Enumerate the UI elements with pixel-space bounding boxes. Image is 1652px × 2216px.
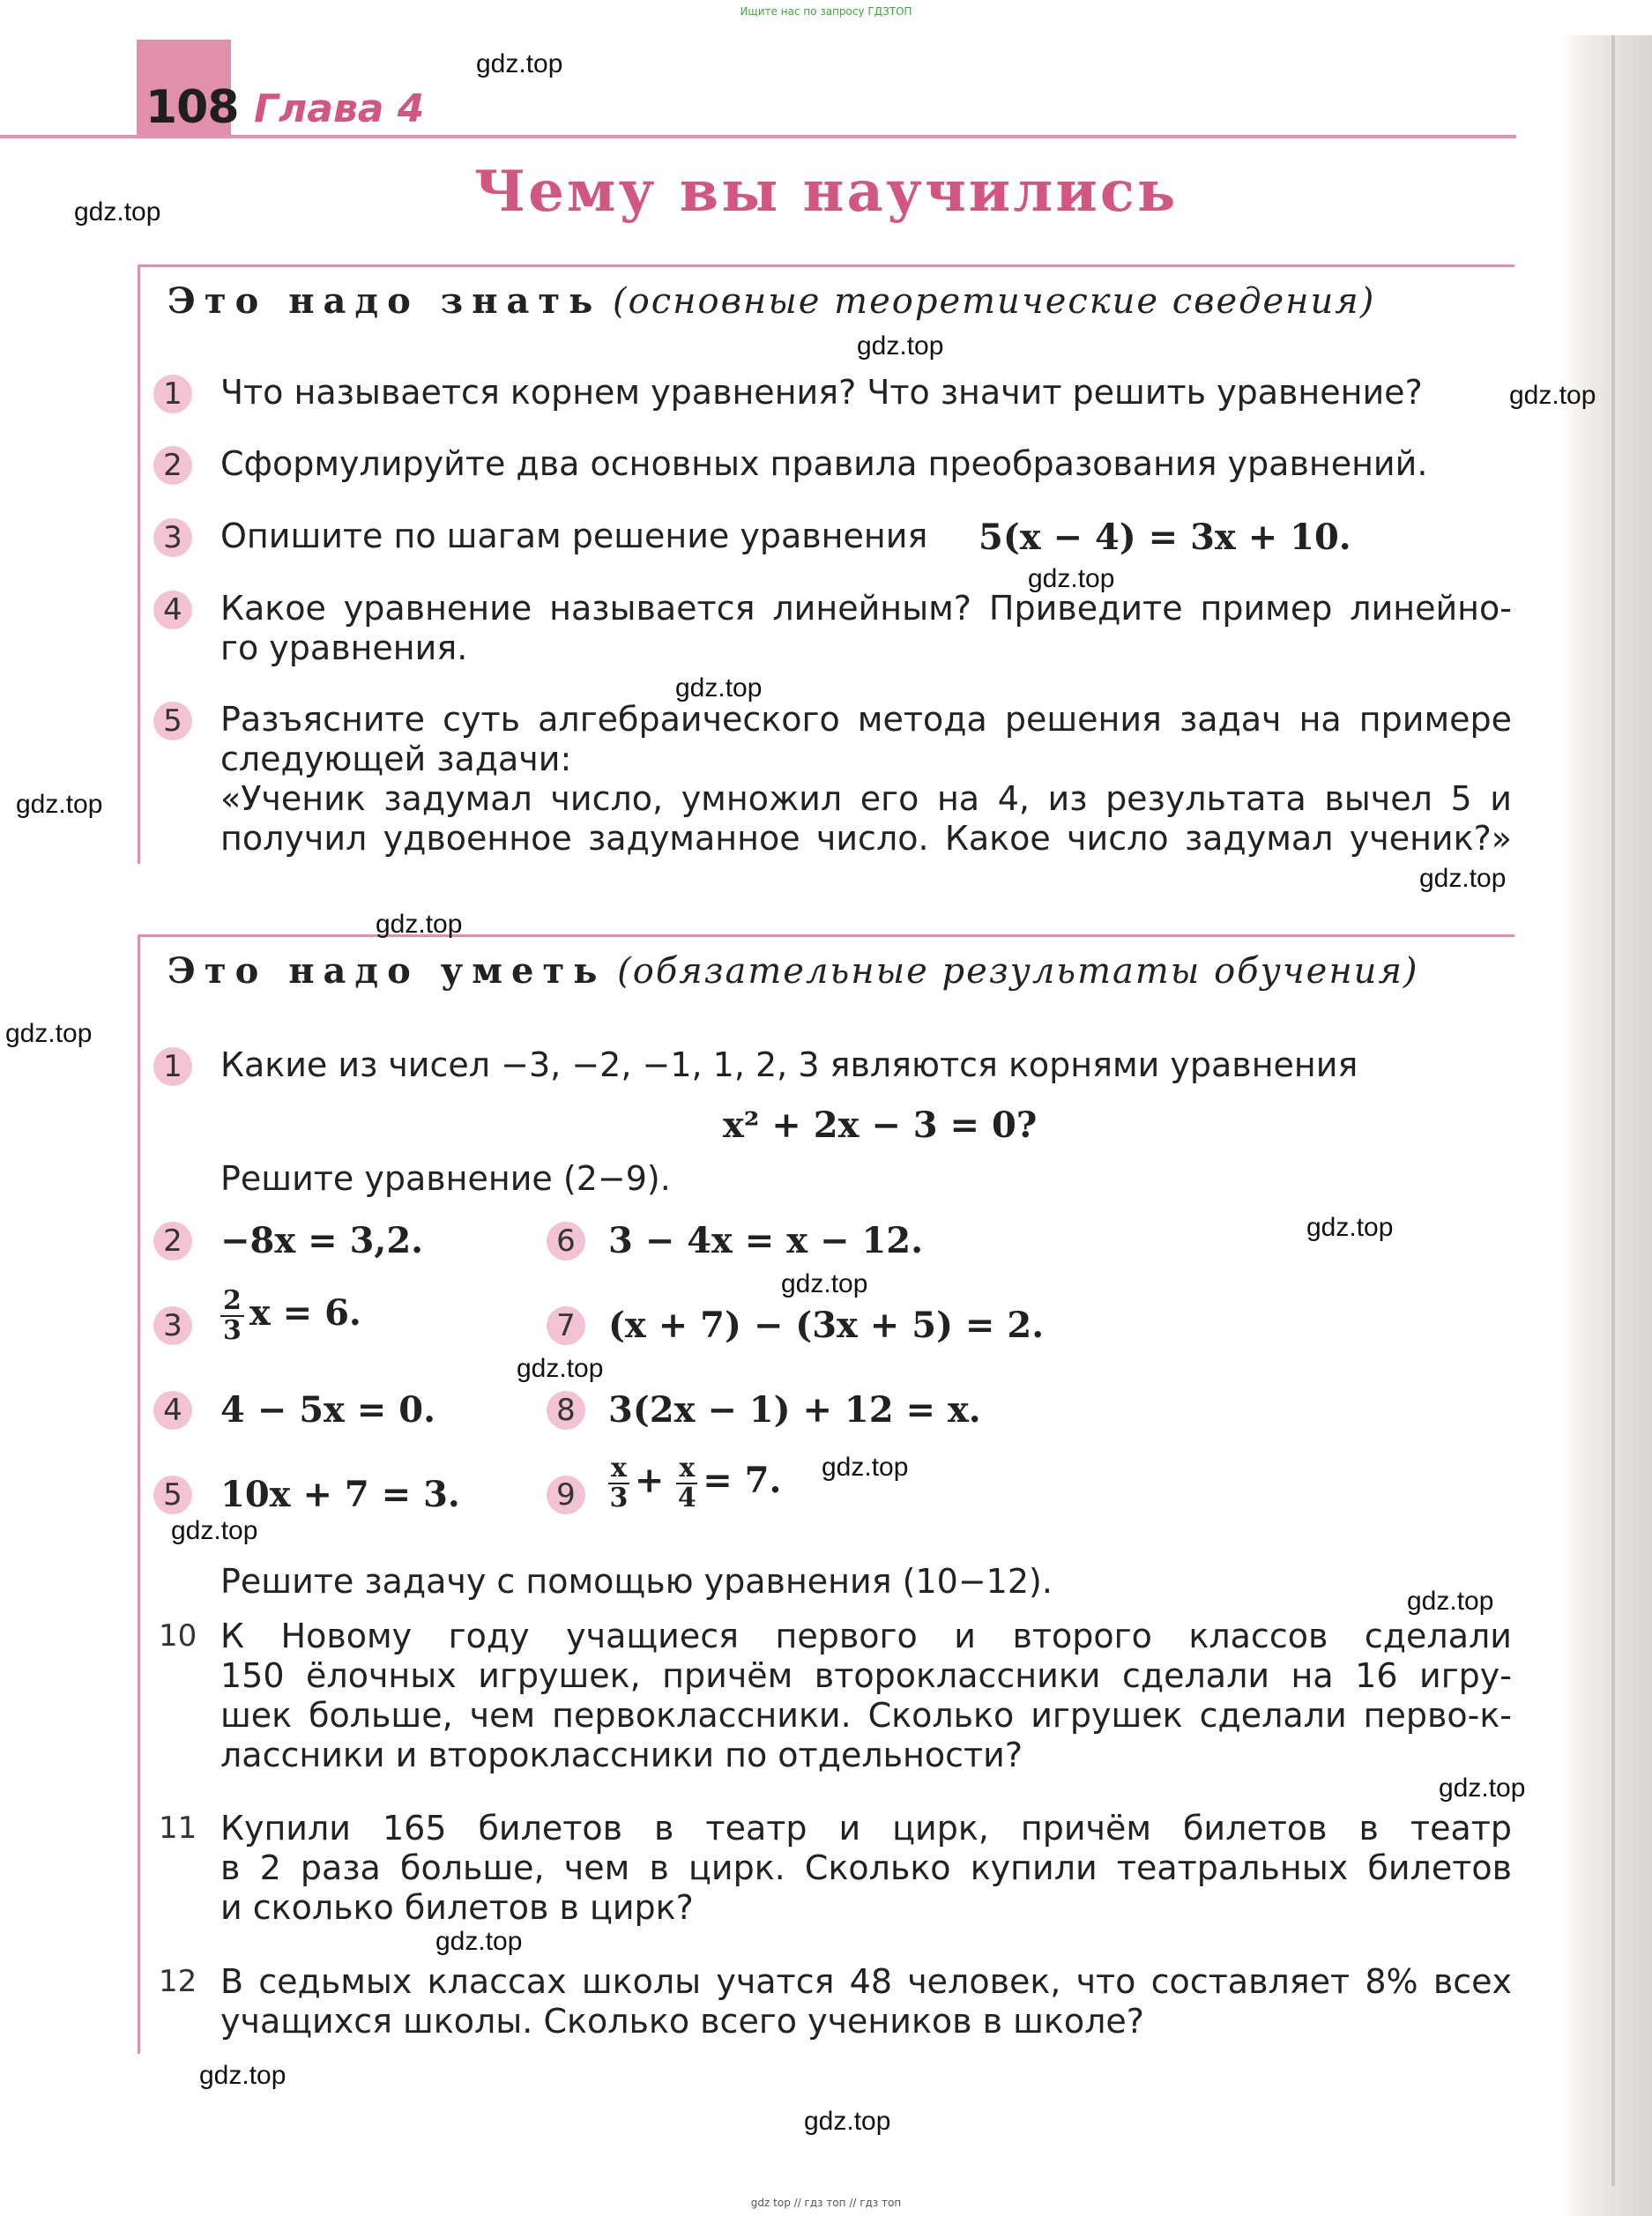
fraction: $\frac{x}{4}$ <box>677 1453 696 1513</box>
page-title: Чему вы научились <box>473 159 1179 225</box>
exercise-text: Какие из чисел −3, −2, −1, 1, 2, 3 являются корнями уравнения <box>220 1045 1358 1084</box>
exercise-number: 9 <box>547 1476 585 1514</box>
question-number: 4 <box>153 591 192 629</box>
exercise-number: 12 <box>159 1964 197 1999</box>
solve-instruction: Решите уравнение (2−9). <box>220 1159 671 1198</box>
equation: 3(2x − 1) + 12 = x. <box>608 1389 981 1431</box>
exercise-number: 4 <box>153 1391 192 1430</box>
watermark: gdz.top <box>1419 864 1507 893</box>
watermark: gdz.top <box>5 1019 93 1048</box>
watermark: gdz.top <box>517 1354 604 1383</box>
exercise-text: учащихся школы. Сколько всего учеников в школе? <box>220 2002 1144 2041</box>
watermark: gdz.top <box>74 197 161 227</box>
exercise-text: К Новому году учащиеся первого и второго классов сделали <box>220 1617 1512 1655</box>
header-rule <box>0 135 1516 138</box>
question-text: Опишите по шагам решение уравнения <box>220 517 928 555</box>
watermark: gdz.top <box>435 1927 523 1956</box>
exercise-text: в 2 раза больше, чем в цирк. Сколько купили театральных билетов <box>220 1848 1512 1887</box>
watermark: gdz.top <box>822 1453 909 1482</box>
watermark: gdz.top <box>171 1516 258 1545</box>
watermark: gdz.top <box>804 2107 891 2136</box>
exercise-number: 1 <box>153 1047 192 1086</box>
page-edge-line <box>1611 35 1615 2186</box>
can-section-heading <box>167 950 1419 992</box>
equation: $\frac{2}{3}$ x = 6. <box>220 1287 361 1345</box>
exercise-text: Купили 165 билетов в театр и цирк, причём билетов в театр <box>220 1809 1512 1848</box>
question-text: получил удвоенное задуманное число. Какое число задумал ученик?» <box>220 819 1512 858</box>
exercise-number: 8 <box>547 1391 585 1430</box>
watermark: gdz.top <box>1028 564 1115 593</box>
watermark: gdz.top <box>675 673 763 703</box>
exercise-text: и сколько билетов в цирк? <box>220 1888 694 1927</box>
question-number: 2 <box>153 446 192 485</box>
page-edge-shadow <box>1560 35 1652 2216</box>
equation: −8x = 3,2. <box>220 1220 424 1261</box>
bottom-note: gdz top // гдз топ // гдз топ <box>750 2197 902 2209</box>
watermark: gdz.top <box>1306 1213 1394 1242</box>
question-text: Разъясните суть алгебраического метода решения задач на примере <box>220 700 1512 739</box>
watermark: gdz.top <box>476 49 563 78</box>
exercise-number: 2 <box>153 1222 192 1260</box>
can-box-left-border <box>138 934 140 2054</box>
question-number: 3 <box>153 518 192 557</box>
question-text: следующей задачи: <box>220 740 572 778</box>
question-number: 5 <box>153 702 192 740</box>
fraction: $\frac{x}{3}$ <box>609 1453 629 1513</box>
watermark: gdz.top <box>1439 1774 1526 1803</box>
watermark: gdz.top <box>376 910 463 939</box>
watermark: gdz.top <box>199 2061 286 2090</box>
chapter-label: Глава 4 <box>254 86 425 131</box>
exercise-text: 150 ёлочных игрушек, причём второклассники сделали на 16 игру- <box>220 1656 1512 1695</box>
exercise-number: 10 <box>159 1618 197 1654</box>
exercise-number: 3 <box>153 1306 192 1345</box>
watermark: gdz.top <box>781 1269 868 1298</box>
question-text: «Ученик задумал число, умножил его на 4, из результата вычел 5 и <box>220 779 1512 818</box>
page-number: 108 <box>145 81 239 134</box>
top-note: Ищите нас по запросу ГДЗТОП <box>740 5 912 18</box>
exercise-text: В седьмых классах школы учатся 48 человек, что составляет 8% всех <box>220 1962 1512 2001</box>
exercise-text: шек больше, чем первоклассники. Сколько игрушек сделали перво-к- <box>220 1696 1512 1735</box>
equation: 3 − 4x = x − 12. <box>608 1220 924 1261</box>
task-instruction: Решите задачу с помощью уравнения (10−12). <box>220 1562 1053 1601</box>
equation: (x + 7) − (3x + 5) = 2. <box>608 1305 1045 1346</box>
watermark: gdz.top <box>1407 1587 1494 1616</box>
exercise-number: 6 <box>547 1222 585 1260</box>
know-heading-main: Это надо знать <box>167 280 602 322</box>
fraction: $\frac{2}{3}$ <box>220 1287 244 1345</box>
question-text: го уравнения. <box>220 628 468 667</box>
question-text: Сформулируйте два основных правила преобразования уравнений. <box>220 444 1428 483</box>
watermark: gdz.top <box>16 790 103 819</box>
exercise-text: лассники и второклассники по отдельности? <box>220 1736 1023 1774</box>
know-section-heading <box>167 280 1375 322</box>
equation: 10x + 7 = 3. <box>220 1474 460 1515</box>
know-box-top-border <box>138 264 1514 267</box>
exercise-number: 7 <box>547 1306 585 1345</box>
exercise-number: 5 <box>153 1476 192 1514</box>
know-box-left-border <box>138 264 140 864</box>
question-number: 1 <box>153 375 192 413</box>
can-heading-sub: (обязательные результаты обучения) <box>617 951 1419 992</box>
equation: 5(x − 4) = 3x + 10. <box>979 517 1351 558</box>
question-text: Какое уравнение называется линейным? Приведите пример линейно- <box>220 589 1512 628</box>
can-box-top-border <box>138 934 1514 937</box>
exercise-number: 11 <box>159 1811 197 1846</box>
equation: $\frac{x}{3}$ + $\frac{x}{4}$ = 7. <box>609 1453 782 1513</box>
equation: x² + 2x − 3 = 0? <box>723 1104 1038 1146</box>
know-heading-sub: (основные теоретические сведения) <box>613 281 1376 322</box>
can-heading-main: Это надо уметь <box>167 950 606 992</box>
watermark: gdz.top <box>1509 381 1596 410</box>
question-text: Что называется корнем уравнения? Что значит решить уравнение? <box>220 373 1423 412</box>
watermark: gdz.top <box>857 331 944 361</box>
equation: 4 − 5x = 0. <box>220 1389 436 1431</box>
